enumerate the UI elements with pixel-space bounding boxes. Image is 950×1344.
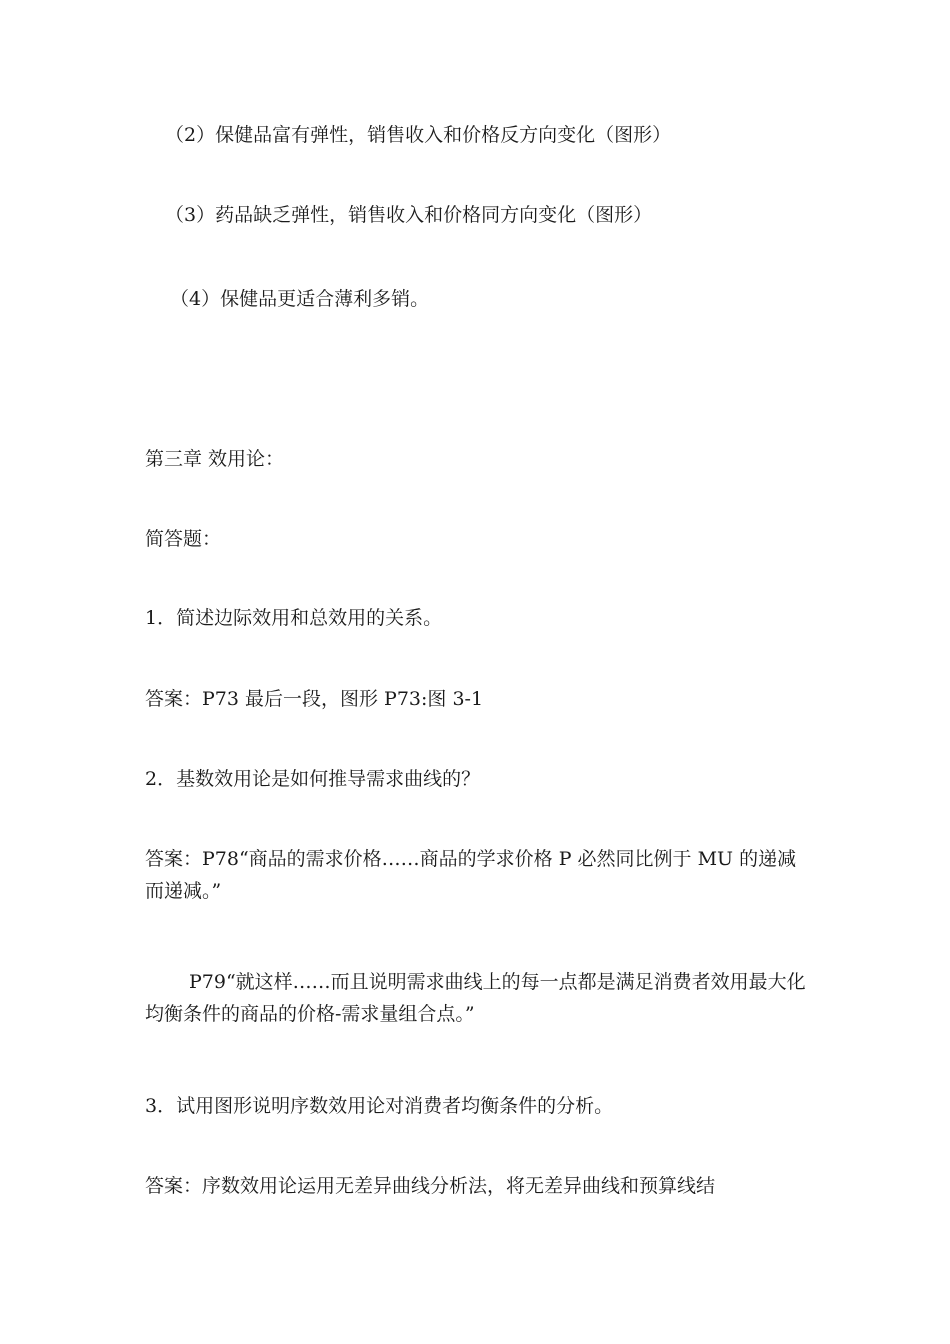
list-item-3: （3）药品缺乏弹性，销售收入和价格同方向变化（图形） xyxy=(165,204,653,226)
list-item-4: （4）保健品更适合薄利多销。 xyxy=(170,288,430,310)
answer-1: 答案：P73 最后一段，图形 P73:图 3-1 xyxy=(145,688,484,710)
section-title: 简答题： xyxy=(145,528,222,550)
question-3: 3．试用图形说明序数效用论对消费者均衡条件的分析。 xyxy=(145,1095,614,1117)
answer-2-paragraph-1: 答案：P78“商品的需求价格……商品的学求价格 P 必然同比例于 MU 的递减而递减。” xyxy=(145,848,797,902)
answer-2-paragraph-2: P79“就这样……而且说明需求曲线上的每一点都是满足消费者效用最大化均衡条件的商品的价格-需求量组合点。” xyxy=(145,971,806,1025)
chapter-title: 第三章 效用论： xyxy=(145,448,285,470)
question-2: 2．基数效用论是如何推导需求曲线的？ xyxy=(145,768,481,790)
question-1: 1．简述边际效用和总效用的关系。 xyxy=(145,607,443,629)
list-item-2: （2）保健品富有弹性，销售收入和价格反方向变化（图形） xyxy=(165,124,672,146)
answer-3: 答案：序数效用论运用无差异曲线分析法，将无差异曲线和预算线结 xyxy=(145,1175,716,1197)
